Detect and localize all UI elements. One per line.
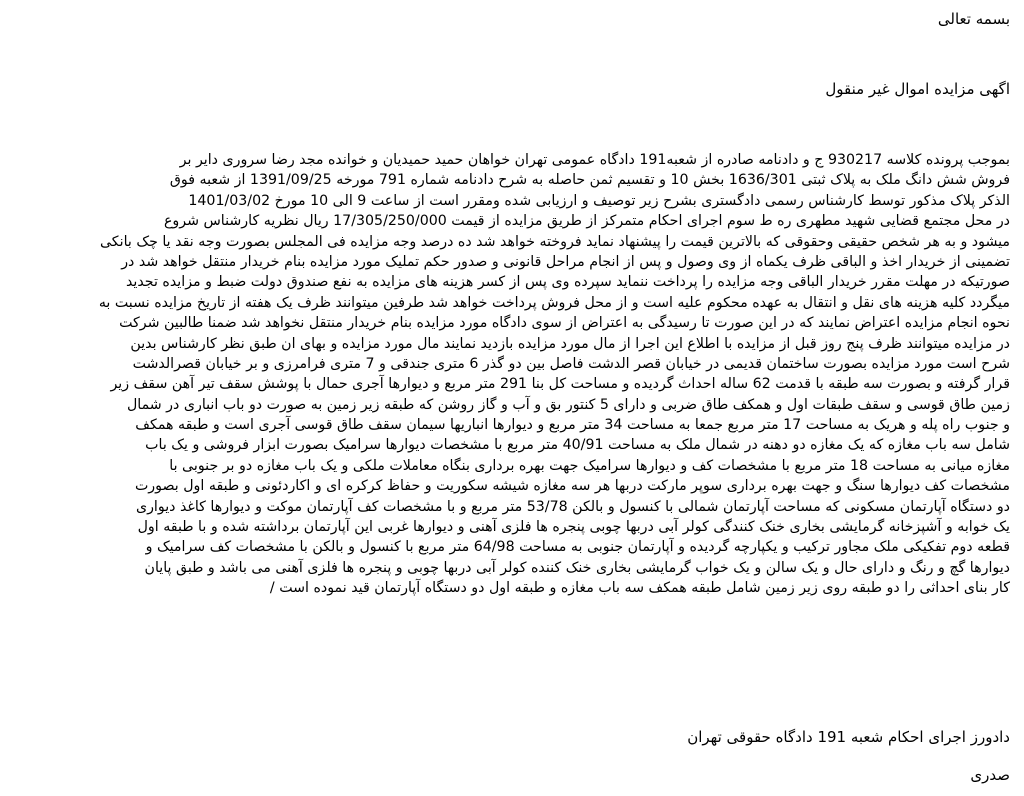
signature-line: دادورز اجرای احکام شعبه 191 دادگاه حقوقی تهران — [687, 728, 1010, 746]
body-line: در مزایده میتوانند ظرف پنج روز قبل از مزایده با اطلاع این اجرا از مال مورد مزایده بازدید نمایند مال مورد مزایده و بهای ان طبق نظر کارشناس بدین — [130, 335, 1010, 352]
body-line: نحوه انجام مزایده اعتراض نمایند که در این صورت تا رسیدگی به اعتراض از سوی دادگاه مورد مزایده بنام خریدار منتقل نخواهد شد ضمنا طالبین شرکت — [119, 315, 1010, 332]
body-line: یک خوابه و آشپزخانه گرمایشی بخاری خنک کنندگی کولر آبی دربها چوبی پنجره ها فلزی آهنی و دیوارها غربی این آپارتمان برداشته شده و با طبقه اول — [137, 519, 1010, 536]
body-line: کار بنای احداثی را دو طبقه روی زیر زمین شامل طبقه همکف سه باب مغازه و طبقه اول دو دستگاه آپارتمان قید نموده است / — [269, 580, 1010, 597]
body-line: میگردد کلیه هزینه های نقل و انتقال به عهده محکوم علیه است و از محل فروش پرداخت خواهد شد طرفین میتوانند ظرف یک هفته از تاریخ مزایده نسبت به — [98, 294, 1010, 311]
body-line: قرار گرفته و بصورت سه طبقه با قدمت 62 ساله احداث گردیده و مساحت کل بنا 291 متر مربع و دیوارها آجری حمال با پوشش سقف تیر آهن سقف زیر — [110, 376, 1010, 393]
body-line: مشخصات کف دیوارها سنگ و جهت بهره برداری سوپر مارکت دربها هر سه مغازه شیشه سکوریت و حفاظ کرکره ای و اکاردئونی و طبقه اول بصورت — [134, 478, 1010, 495]
body-line: صورتیکه در مهلت مقرر خریدار الباقی وجه مزایده را پرداخت ننماید سپرده وی پس از کسر هزینه های مزایده به نفع صندوق دولت ضبط و مزایده تجدید — [125, 274, 1010, 291]
signatory-name: صدری — [970, 766, 1010, 784]
body-line: مغازه میانی به مساحت 18 متر مربع با مشخصات کف و دیوارها سرامیک جهت بهره برداری بنگاه معاملات ملکی و یک باب مغازه دو بر جنوبی با — [169, 457, 1010, 474]
body-line: شامل سه باب مغازه که یک مغازه دو دهنه در شمال ملک به مساحت 40/91 متر مربع با مشخصات دیوارها سرامیک بصورت ابزار فروشی و یک باب — [145, 437, 1010, 454]
notice-title: اگهی مزایده اموال غیر منقول — [825, 80, 1010, 98]
body-line: قطعه دوم تفکیکی ملک مجاور ترکیب و یکپارچه گردیده و آپارتمان جنوبی به مساحت 64/98 متر مربع با کنسول و بالکن با مشخصات کف سرامیک و — [145, 539, 1010, 556]
body-line: در محل مجتمع قضایی شهید مطهری ره ط سوم اجرای احکام متمرکز از طریق مزایده از قیمت 17/305/250/000 ریال نظریه کارشناس شروع — [163, 213, 1010, 230]
notice-body — [14, 150, 1010, 599]
body-line: الذکر پلاک مذکور توسط کارشناس رسمی دادگستری بشرح زیر توصیف و ارزیابی شده ومقرر است از ساعت 9 الی 10 مورخ 1401/03/02 — [188, 192, 1010, 209]
body-line: تضمینی از خریدار اخذ و الباقی ظرف یکماه از وی وصول و پس از انجام مراحل قانونی و صدور حکم تملیک مورد مزایده بنام خریدار منتقل خواهد شد در — [121, 253, 1010, 270]
body-line: بموجب پرونده کلاسه 930217 ج و دادنامه صادره از شعبه191 دادگاه عمومی تهران خواهان حمید حمیدیان و خوانده مجد رضا سروری دایر بر — [179, 152, 1010, 168]
body-line: دو دستگاه آپارتمان مسکونی که مساحت آپارتمان شمالی با کنسول و بالکن 53/78 متر مربع و با مشخصات کف آپارتمان موکت و دیوارها کاغذ دیواری — [135, 498, 1010, 515]
basmala-heading: بسمه تعالی — [937, 10, 1010, 28]
body-line: دیوارها گچ و رنگ و دارای حال و یک سالن و یک خواب گرمایشی بخاری خنک کننده کولر آبی دربها چوبی و پنجره ها فلزی آهنی می باشد و طبق پایان — [144, 559, 1010, 576]
body-line: و جنوب راه پله و هریک به مساحت 17 متر مربع جمعا به مساحت 34 متر مربع و دیوارها انباریها سیمان سقف طاق قوسی آجری است و طبقه همکف — [135, 417, 1010, 434]
body-line: زمین طاق قوسی و سقف طبقات اول و همکف طاق ضربی و دارای 5 کنتور بق و آب و گاز روشن که طبقه زیر زمین به صورت دو باب انباری در شمال — [126, 396, 1010, 413]
body-line: فروش شش دانگ ملک به پلاک ثبتی 1636/301 بخش 10 و تقسیم ثمن حاصله به شرح دادنامه شماره 791 مورخه 1391/09/25 از شعبه فوق — [169, 172, 1010, 189]
body-line: شرح است مورد مزایده بصورت ساختمان قدیمی در خیابان قصر الدشت فاصل بین دو گذر 6 متری جندقی و 7 متری فرامرزی و بر خیابان قصرالدشت — [132, 355, 1010, 372]
body-line: میشود و به هر شخص حقیقی وحقوقی که بالاترین قیمت را پیشنهاد نماید فروخته خواهد شد ده درصد وجه مزایده فی المجلس بصورت وجه نقد یا چک بانکی — [99, 233, 1010, 250]
